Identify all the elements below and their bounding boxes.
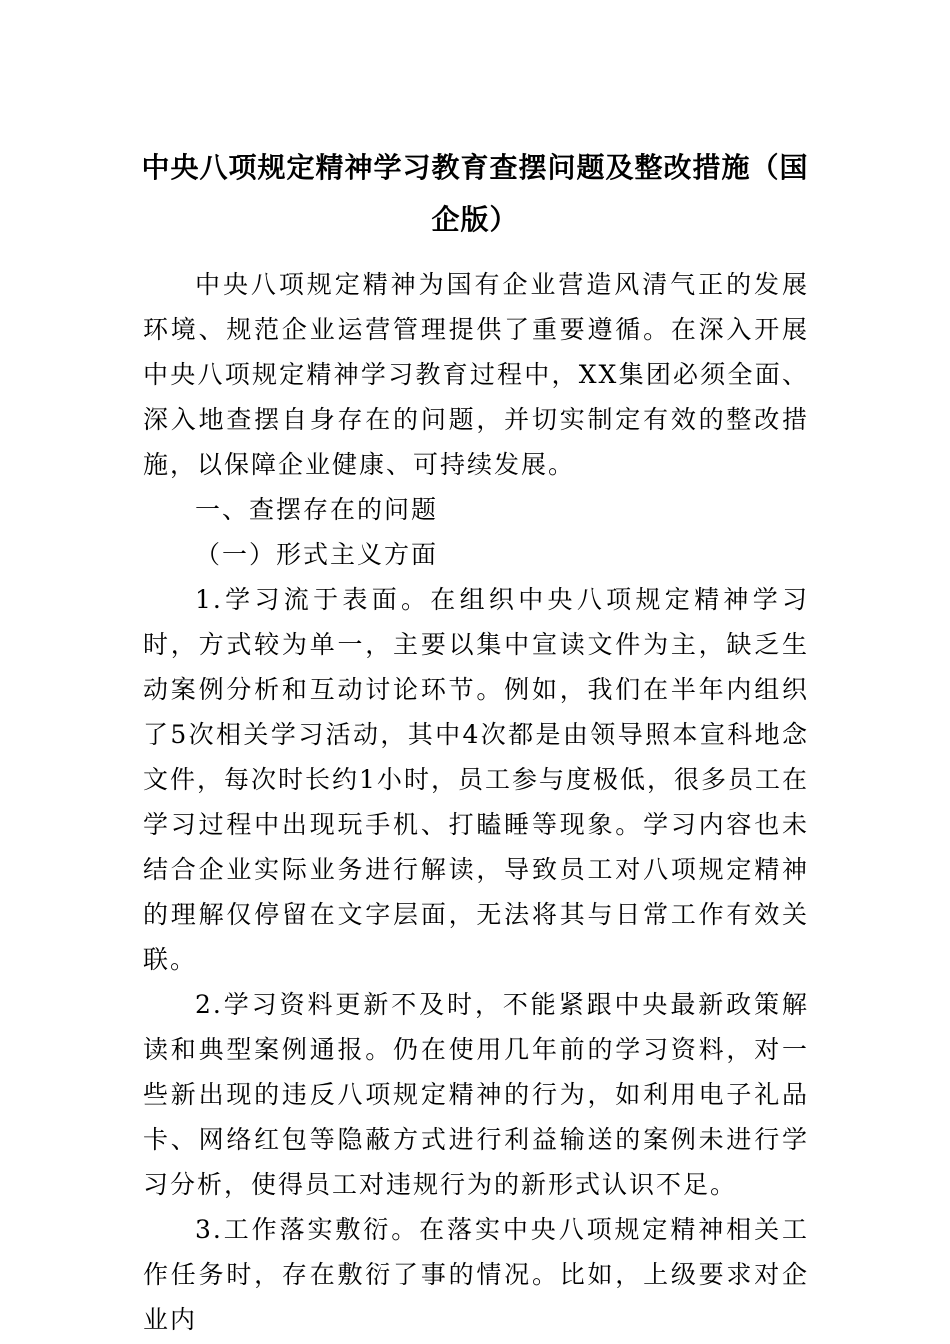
subsection-heading: （一）形式主义方面 [195, 540, 439, 569]
body-paragraph: 3.工作落实敷衍。在落实中央八项规定精神相关工作任务时，存在敷衍了事的情况。比如，上级要求对企业内 [143, 1215, 809, 1334]
body-paragraph: 2.学习资料更新不及时，不能紧跟中央最新政策解读和典型案例通报。仍在使用几年前的学习资料，对一些新出现的违反八项规定精神的行为，如利用电子礼品卡、网络红包等隐蔽方式进行利益输送的案例未进行学习分析，使得员工对违规行为的新形式认识不足。 [143, 990, 809, 1199]
document-body [143, 262, 809, 1342]
intro-paragraph: 中央八项规定精神为国有企业营造风清气正的发展环境、规范企业运营管理提供了重要遵循。在深入开展中央八项规定精神学习教育过程中，XX集团必须全面、深入地查摆自身存在的问题，并切实制定有效的整改措施，以保障企业健康、可持续发展。 [143, 270, 809, 479]
document-title: 中央八项规定精神学习教育查摆问题及整改措施（国企版） [141, 151, 809, 236]
body-paragraph: 1.学习流于表面。在组织中央八项规定精神学习时，方式较为单一，主要以集中宣读文件为主，缺乏生动案例分析和互动讨论环节。例如，我们在半年内组织了5次相关学习活动，其中4次都是由领导照本宣科地念文件，每次时长约1小时，员工参与度极低，很多员工在学习过程中出现玩手机、打瞌睡等现象。学习内容也未结合企业实际业务进行解读，导致员工对八项规定精神的理解仅停留在文字层面，无法将其与日常工作有效关联。 [143, 585, 809, 974]
section-heading: 一、查摆存在的问题 [195, 495, 439, 524]
